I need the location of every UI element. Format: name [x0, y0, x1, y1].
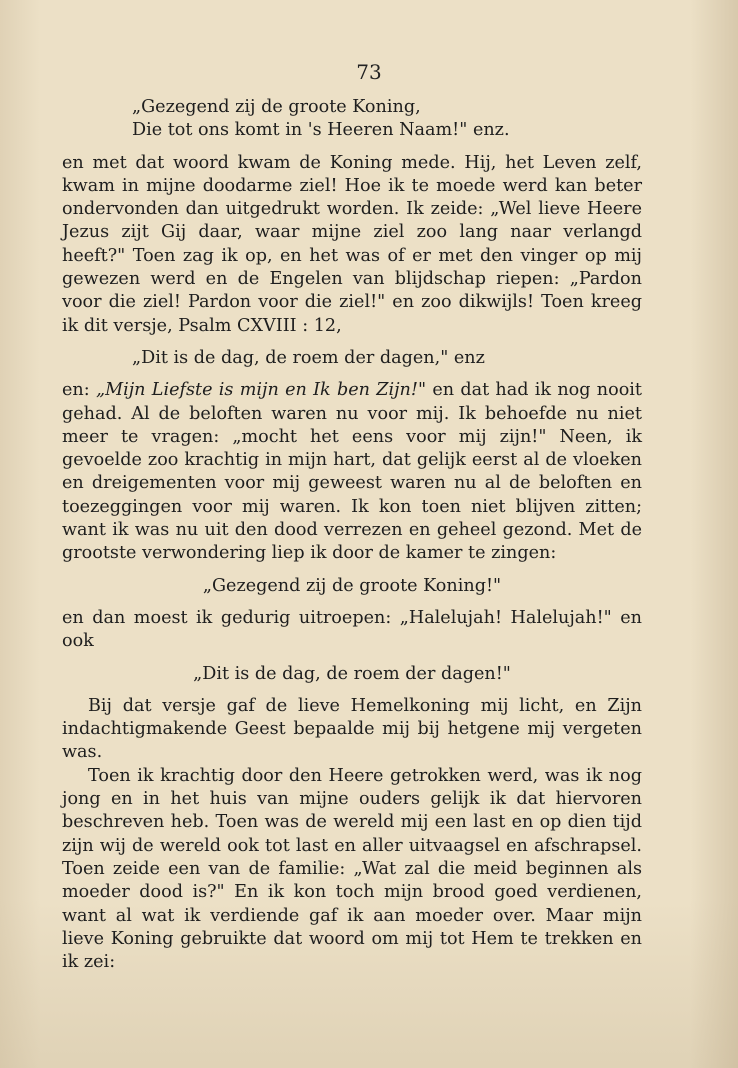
paragraph-1: en met dat woord kwam de Koning mede. Hij, het Leven zelf, kwam in mijne doodarme ziel! Hoe ik te moede werd kan beter ondervonden dan uitgedrukt worden. Ik zeide: „Wel lieve Heere Jezus zijt Gij daar, waar mijne ziel zoo lang naar verlangd heeft?" Toen zag ik op, en het was of er met den vinger op mij gewezen werd en de Engelen van blijdschap riepen: „Pardon voor die ziel! Pardon voor die ziel!" en zoo dikwijls! Toen kreeg ik dit versje, Psalm CXVIII : 12,	[62, 152, 642, 336]
paragraph-2-italic: „Mijn Liefste is mijn en Ik ben Zijn!"	[95, 380, 427, 401]
paragraph-2	[62, 379, 642, 565]
verse-2: „Dit is de dag, de roem der dagen," enz	[132, 347, 485, 368]
page-body	[62, 96, 642, 974]
paragraph-2-start: en:	[62, 380, 96, 401]
verse-1-line-2: Die tot ons komt in 's Heeren Naam!" enz.	[132, 120, 510, 141]
verse-3: „Gezegend zij de groote Koning!"	[202, 575, 502, 596]
paragraph-4: Bij dat versje gaf de lieve Hemelkoning mij licht, en Zijn indachtigmakende Geest bepaalde mij bij hetgene mij vergeten was.	[62, 695, 642, 763]
paragraph-2-rest: en dat had ik nog nooit gehad. Al de beloften waren nu voor mij. Ik behoefde nu niet meer te vragen: „mocht het eens voor mij zijn!" Neen, ik gevoelde zoo krachtig in mijn hart, dat gelijk eerst al de vloeken en dreigementen voor mij geweest waren nu al de beloften en toezeggingen voor mij waren. Ik kon toen niet blijven zitten; want ik was nu uit den dood verrezen en geheel gezond. Met de grootste verwondering liep ik door de kamer te zingen:	[62, 380, 643, 564]
verse-1-line-1: „Gezegend zij de groote Koning,	[132, 97, 421, 117]
paragraph-3: en dan moest ik gedurig uitroepen: „Halelujah! Halelujah!" en ook	[62, 607, 642, 652]
page-number: 73	[356, 60, 382, 84]
paragraph-5: Toen ik krachtig door den Heere getrokken werd, was ik nog jong en in het huis van mijne ouders gelijk ik dat hiervoren beschreven heb. Toen was de wereld mij een last en op dien tijd zijn wij de wereld ook tot last en aller uitvaagsel en afschrapsel. Toen zeide een van de familie: „Wat zal die meid beginnen als moeder dood is?" En ik kon toch mijn brood goed verdienen, want al wat ik verdiende gaf ik aan moeder over. Maar mijn lieve Koning gebruikte dat woord om mij tot Hem te trekken en ik zei:	[62, 765, 642, 973]
verse-4: „Dit is de dag, de roem der dagen!"	[193, 663, 511, 684]
